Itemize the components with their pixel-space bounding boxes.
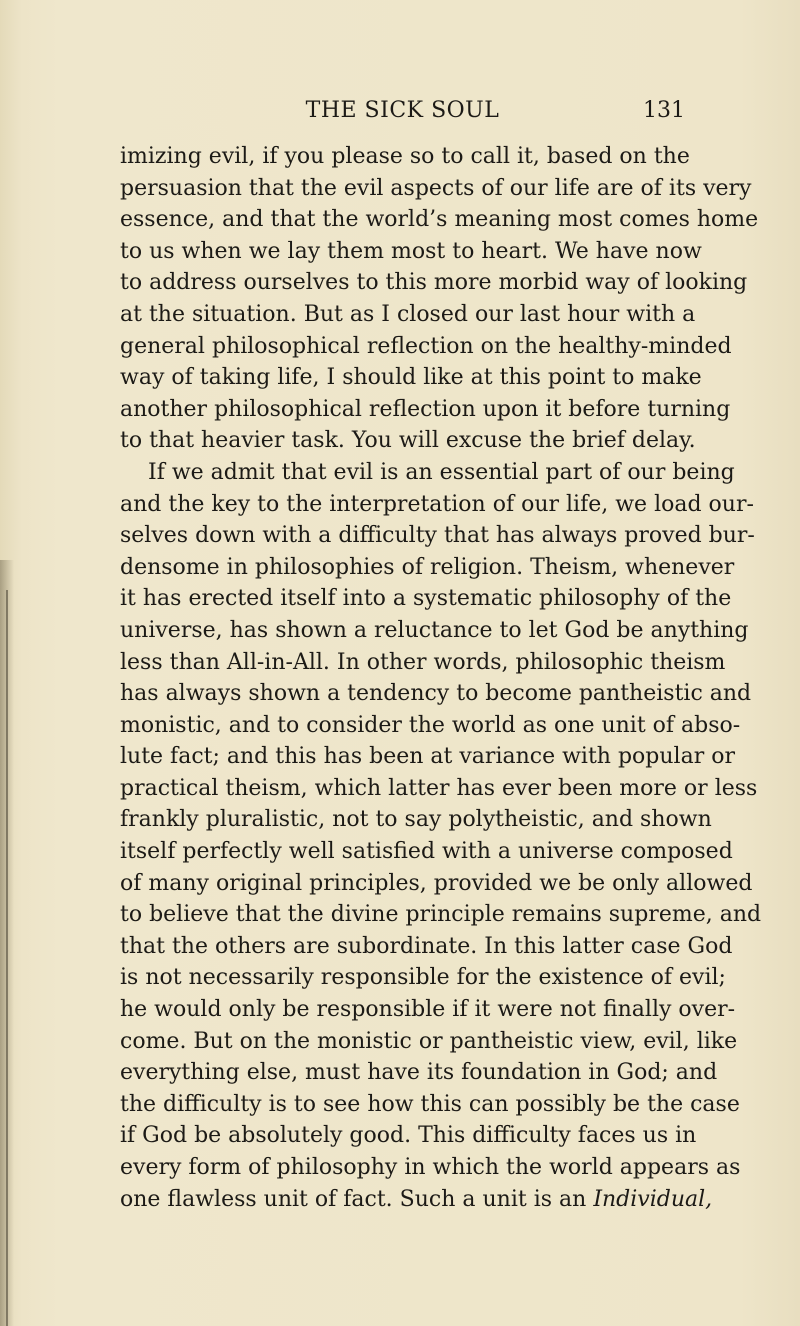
text-line: lute fact; and this has been at variance with popular or <box>120 744 735 770</box>
text-line: way of taking life, I should like at this point to make <box>120 365 702 391</box>
text-line: it has erected itself into a systematic philosophy of the <box>120 586 732 612</box>
text-line: persuasion that the evil aspects of our life are of its very <box>120 175 752 201</box>
text-line: frankly pluralistic, not to say polytheistic, and shown <box>120 807 712 833</box>
text-line: at the situation. But as I closed our last hour with a <box>120 301 696 327</box>
text-line: general philosophical reflection on the healthy-minded <box>120 333 732 359</box>
text-line: he would only be responsible if it were not finally over- <box>120 997 736 1023</box>
text-line: essence, and that the world’s meaning most comes home <box>120 207 759 233</box>
text-line: practical theism, which latter has ever been more or less <box>120 775 758 801</box>
page-header <box>120 98 685 128</box>
text-line: itself perfectly well satisfied with a universe composed <box>120 839 733 865</box>
body-text <box>120 141 762 1215</box>
text-line: to that heavier task. You will excuse the brief delay. <box>120 428 696 454</box>
text-line-final <box>120 1184 713 1216</box>
text-line: to believe that the divine principle remains supreme, and <box>120 902 762 928</box>
text-line: to address ourselves to this more morbid way of looking <box>120 270 748 296</box>
text-line: that the others are subordinate. In this latter case God <box>120 933 733 959</box>
text-line: if God be absolutely good. This difficulty faces us in <box>120 1123 697 1149</box>
text-line: another philosophical reflection upon it before turning <box>120 396 731 422</box>
text-line: every form of philosophy in which the world appears as <box>120 1155 741 1180</box>
text-line: has always shown a tendency to become pantheistic and <box>120 681 752 707</box>
text-line: universe, has shown a reluctance to let God be anything <box>120 617 749 643</box>
text-line: monistic, and to consider the world as one unit of abso- <box>120 712 741 738</box>
text-line: is not necessarily responsible for the existence of evil; <box>120 965 726 991</box>
text-line: come. But on the monistic or pantheistic view, evil, like <box>120 1028 738 1054</box>
text-line: If we admit that evil is an essential part of our being <box>148 459 735 485</box>
text-line: and the key to the interpretation of our life, we load our- <box>120 491 754 517</box>
text-line: to us when we lay them most to heart. We have now <box>120 238 702 264</box>
gutter-edge <box>6 590 8 1326</box>
text-line: the difficulty is to see how this can possibly be the case <box>120 1091 740 1117</box>
text-line: less than All-in-All. In other words, philosophic theism <box>120 649 726 675</box>
text-line: of many original principles, provided we be only allowed <box>120 870 753 896</box>
text-line: everything else, must have its foundation in God; and <box>120 1060 718 1086</box>
text-line: selves down with a difficulty that has always proved bur- <box>120 523 755 549</box>
running-title: THE SICK SOUL <box>305 98 500 123</box>
italic-word: Individual, <box>593 1186 713 1212</box>
text-line: densome in philosophies of religion. Theism, whenever <box>120 554 735 580</box>
text-line: imizing evil, if you please so to call it, based on the <box>120 144 690 169</box>
text-segment: one flawless unit of fact. Such a unit is an <box>120 1186 594 1212</box>
page-number: 131 <box>643 98 685 123</box>
